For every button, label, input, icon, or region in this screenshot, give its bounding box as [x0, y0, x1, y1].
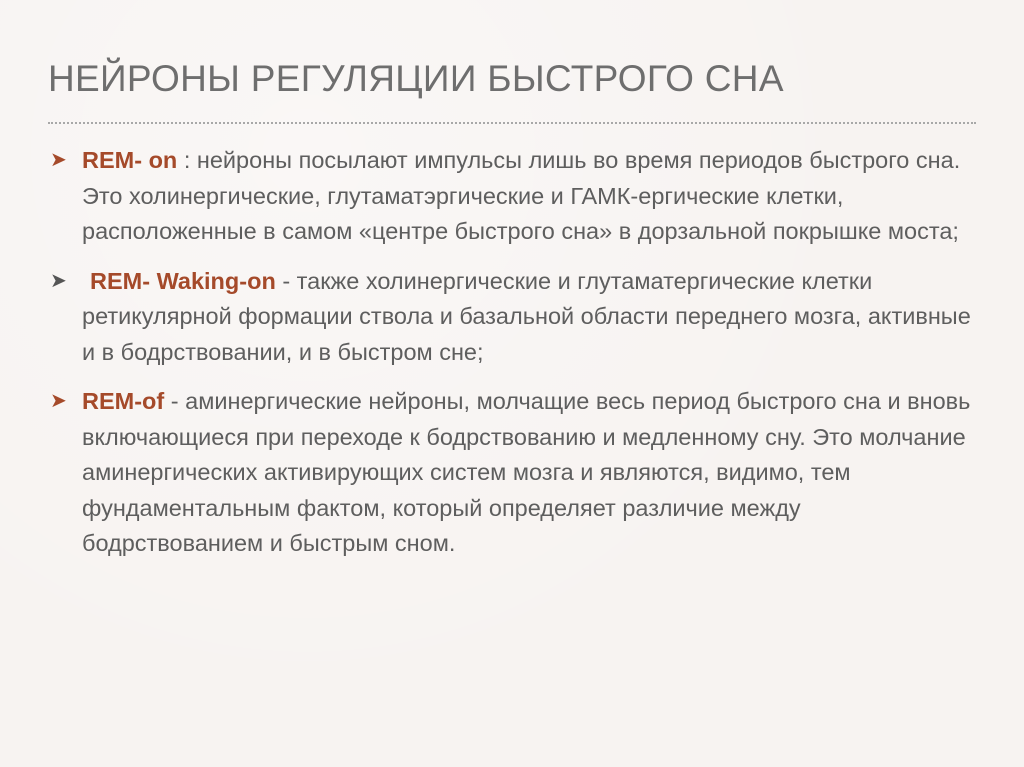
- slide-title: НЕЙРОНЫ РЕГУЛЯЦИИ БЫСТРОГО СНА: [48, 58, 784, 99]
- arrow-bullet-icon: ➤: [50, 390, 67, 412]
- bullet-text: - аминергические нейроны, молчащие весь период быстрого сна и вновь включающиеся при переходе к бодрствованию и медленному сну. Это молчание аминергических активирующих систем мозга и являются, видимо, тем фундаментальным фактом, который определяет различие между бодрствованием и быстрым сном.: [82, 388, 971, 556]
- bullet-term: REM- Waking-on: [90, 267, 276, 294]
- bullet-item-rem-waking-on: [48, 264, 978, 371]
- title-divider: [48, 122, 976, 124]
- arrow-bullet-icon: ➤: [50, 149, 67, 171]
- bullet-item-rem-on: [48, 143, 978, 250]
- arrow-bullet-icon: ➤: [50, 269, 67, 292]
- bullet-term: REM- on: [82, 147, 178, 173]
- bullet-text: : нейроны посылают импульсы лишь во время периодов быстрого сна. Это холинергические, глутаматэргические и ГАМК-ергические клетки, расположенные в самом «центре быстрого сна» в дорзальной покрышке моста;: [82, 147, 961, 244]
- bullet-text: - также холинергические и глутаматергические клетки ретикулярной формации ствола и базальной области переднего мозга, активные и в бодрствовании, и в быстром сне;: [82, 267, 971, 365]
- bullet-term: REM-of: [82, 388, 165, 414]
- bullet-list: [48, 143, 978, 562]
- bullet-item-rem-off: [48, 384, 978, 562]
